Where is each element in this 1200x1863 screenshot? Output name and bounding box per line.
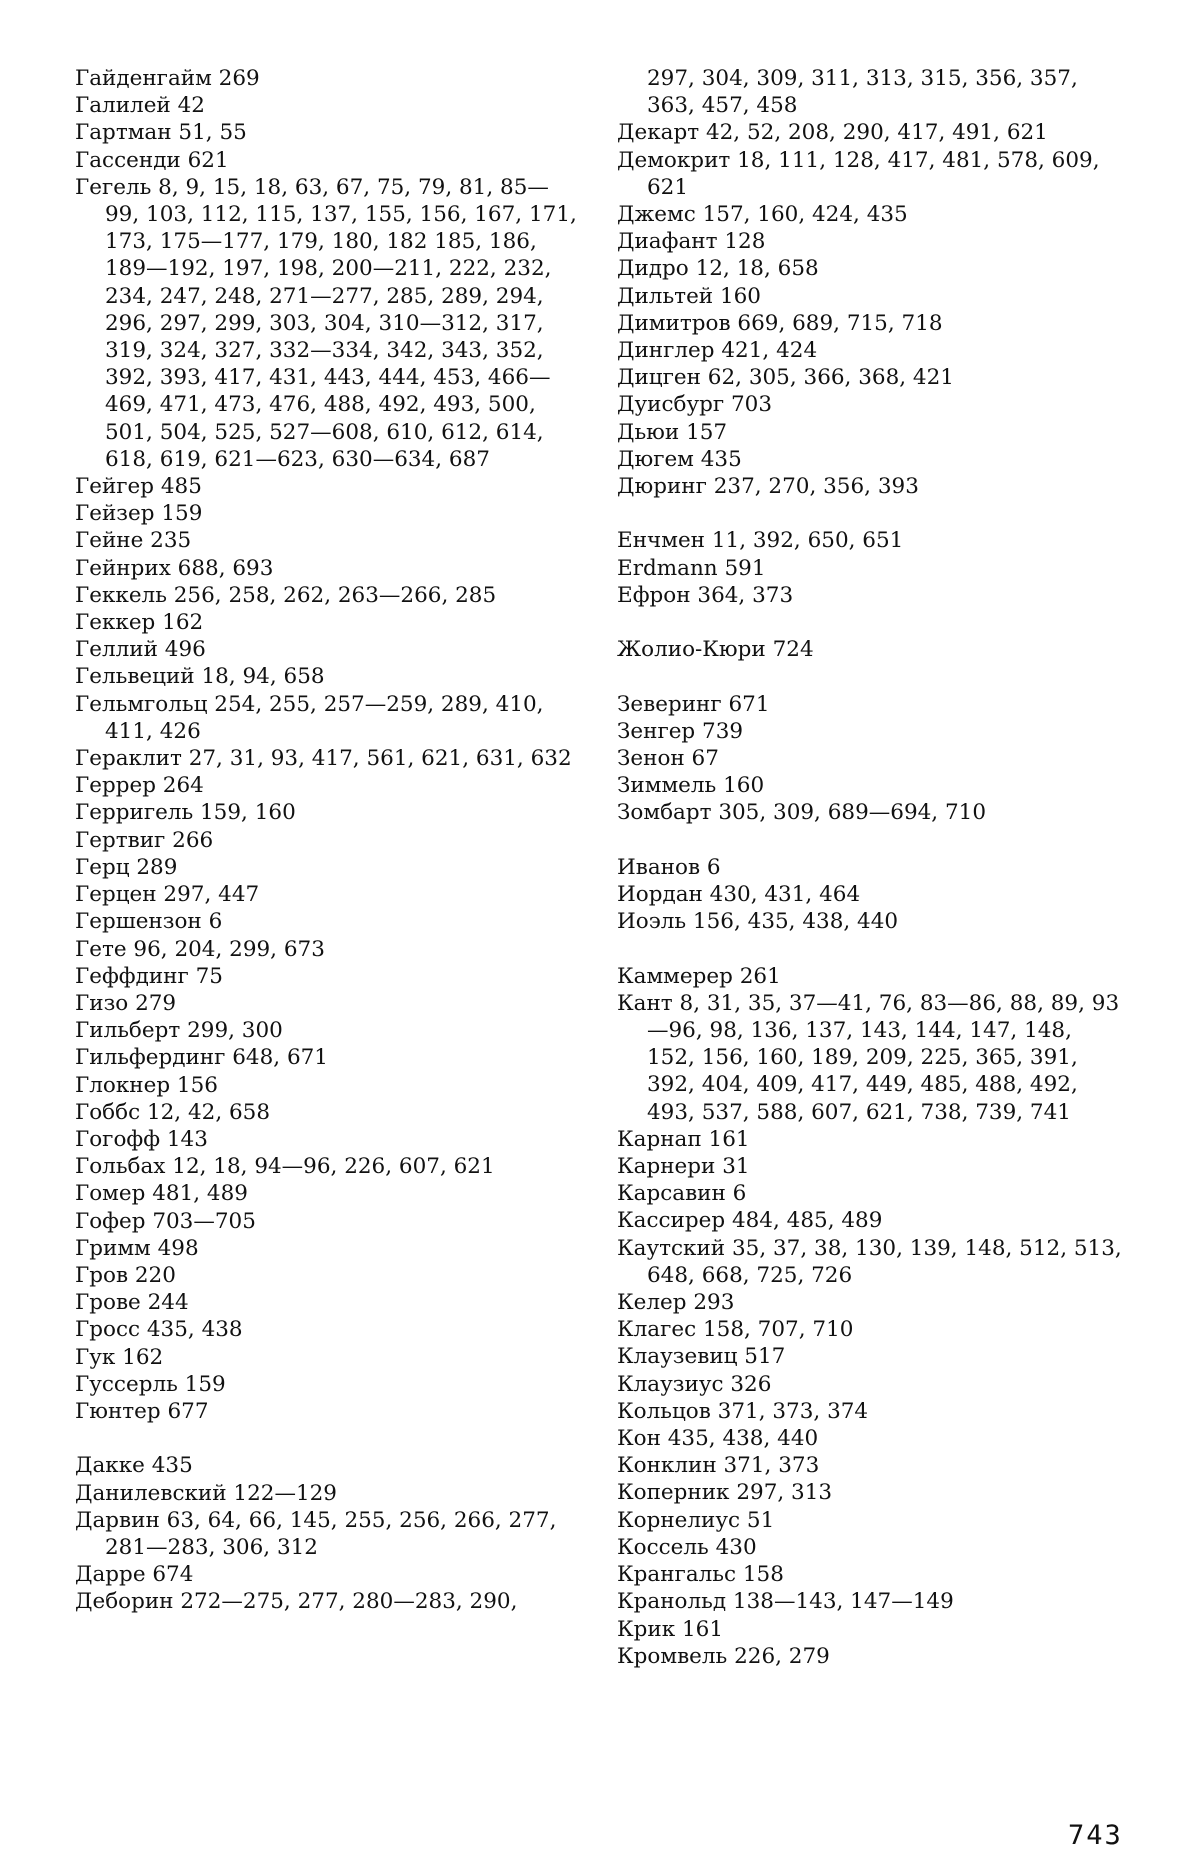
index-group-spacer — [617, 827, 1122, 854]
index-entry: Гофер 703—705 — [75, 1208, 256, 1234]
index-group-spacer — [617, 663, 1122, 690]
index-entry: Кранольд 138—143, 147—149 — [617, 1589, 954, 1615]
index-entry: Крангальс 158 — [617, 1562, 784, 1588]
index-entry: Дюгем 435 — [617, 446, 742, 472]
index-entry: Гейнрих 688, 693 — [75, 555, 274, 581]
index-entry: Геллий 496 — [75, 637, 206, 663]
index-entry: Кромвель 226, 279 — [617, 1643, 830, 1669]
index-entry: Гильберт 299, 300 — [75, 1018, 283, 1044]
index-entry: Кольцов 371, 373, 374 — [617, 1398, 869, 1424]
index-entry: Гертвиг 266 — [75, 827, 214, 853]
index-entry: Геккель 256, 258, 262, 263—266, 285 — [75, 582, 497, 608]
index-entry: Геффдинг 75 — [75, 963, 223, 989]
index-entry: Гартман 51, 55 — [75, 120, 247, 146]
index-entry: Гейне 235 — [75, 528, 192, 554]
index-column-left — [75, 65, 580, 1616]
index-entry: Дарвин 63, 64, 66, 145, 255, 256, 266, 277, 281—283, 306, 312 — [75, 1507, 557, 1560]
index-entry: Гегель 8, 9, 15, 18, 63, 67, 75, 79, 81, 85—99, 103, 112, 115, 137, 155, 156, 167, 171, 173, 175—177, 179, 180, 182 185, 186, 189—192, 197, 198, 200—211, 222, 232, 234, 247, 248, 271—277, 285, 289, 294, 296, 297, 299, 303, 304, 310—312, 317, 319, 324, 327, 332—334, 342, 343, 352, 392, 393, 417, 431, 443, 444, 453, 466—469, 471, 473, 476, 488, 492, 493, 500, 501, 504, 525, 527—608, 610, 612, 614, 618, 619, 621—623, 630—634, 687 — [75, 174, 577, 472]
index-entry: Коссель 430 — [617, 1534, 757, 1560]
index-entry: Гершензон 6 — [75, 909, 223, 935]
index-group-spacer — [617, 500, 1122, 527]
page-number: 743 — [1068, 1820, 1123, 1851]
index-entry: Клаузевиц 517 — [617, 1344, 786, 1370]
index-column-right — [617, 65, 1122, 1670]
index-entry: Кон 435, 438, 440 — [617, 1426, 819, 1452]
index-entry: Глокнер 156 — [75, 1072, 218, 1098]
index-entry: Декарт 42, 52, 208, 290, 417, 491, 621 — [617, 120, 1048, 146]
index-entry: Демокрит 18, 111, 128, 417, 481, 578, 609, 621 — [617, 147, 1100, 200]
index-entry: Иордан 430, 431, 464 — [617, 882, 861, 908]
index-entry: Жолио-Кюри 724 — [617, 637, 814, 663]
index-entry: Гольбах 12, 18, 94—96, 226, 607, 621 — [75, 1154, 495, 1180]
index-entry: Зиммель 160 — [617, 773, 765, 799]
index-entry: Дуисбург 703 — [617, 392, 772, 418]
index-entry: Erdmann 591 — [617, 555, 766, 581]
index-entry: Гук 162 — [75, 1344, 164, 1370]
index-entry: Данилевский 122—129 — [75, 1480, 337, 1506]
index-entry: Келер 293 — [617, 1290, 735, 1316]
index-entry: Гассенди 621 — [75, 147, 229, 173]
index-entry: Грове 244 — [75, 1290, 189, 1316]
index-entry: Дюринг 237, 270, 356, 393 — [617, 474, 919, 500]
index-entry: Геррер 264 — [75, 773, 204, 799]
index-entry: Гоббс 12, 42, 658 — [75, 1099, 271, 1125]
index-entry: Дакке 435 — [75, 1453, 193, 1479]
index-entry: Карнап 161 — [617, 1126, 750, 1152]
index-entry: Гейзер 159 — [75, 501, 203, 527]
index-entry: Гросс 435, 438 — [75, 1317, 243, 1343]
index-group-spacer — [617, 935, 1122, 962]
index-entry: Гераклит 27, 31, 93, 417, 561, 621, 631, 632 — [75, 746, 572, 772]
index-entry: Клагес 158, 707, 710 — [617, 1317, 854, 1343]
index-entry: Зенгер 739 — [617, 718, 744, 744]
index-entry: Гайденгайм 269 — [75, 66, 260, 91]
index-entry: Гров 220 — [75, 1262, 176, 1288]
index-entry: Крик 161 — [617, 1616, 724, 1642]
index-entry: Герригель 159, 160 — [75, 800, 296, 826]
index-entry: Герцен 297, 447 — [75, 882, 260, 908]
index-entry: Деборин 272—275, 277, 280—283, 290, — [75, 1589, 518, 1615]
index-entry: Коперник 297, 313 — [617, 1480, 833, 1506]
index-entry: Дарре 674 — [75, 1562, 194, 1588]
index-entry: Дьюи 157 — [617, 419, 728, 445]
index-entry: Динглер 421, 424 — [617, 338, 818, 364]
index-entry: Димитров 669, 689, 715, 718 — [617, 310, 943, 336]
index-entry: Клаузиус 326 — [617, 1371, 772, 1397]
index-entry: Диафант 128 — [617, 229, 766, 255]
index-entry: Иоэль 156, 435, 438, 440 — [617, 909, 899, 935]
index-entry: Дидро 12, 18, 658 — [617, 256, 819, 282]
index-entry: Гогофф 143 — [75, 1126, 208, 1152]
index-entry: Карнери 31 — [617, 1154, 750, 1180]
index-entry: Гуссерль 159 — [75, 1371, 226, 1397]
index-entry: Дильтей 160 — [617, 283, 761, 309]
index-entry: Гюнтер 677 — [75, 1398, 209, 1424]
index-entry: Гизо 279 — [75, 990, 177, 1016]
index-entry: Герц 289 — [75, 854, 178, 880]
index-entry: Гейгер 485 — [75, 474, 202, 500]
index-entry: Каутский 35, 37, 38, 130, 139, 148, 512, 513, 648, 668, 725, 726 — [617, 1235, 1122, 1288]
index-entry: Карсавин 6 — [617, 1181, 747, 1207]
index-entry: Кант 8, 31, 35, 37—41, 76, 83—86, 88, 89, 93—96, 98, 136, 137, 143, 144, 147, 148, 152, 156, 160, 189, 209, 225, 365, 391, 392, 404, 409, 417, 449, 485, 488, 492, 493, 537, 588, 607, 621, 738, 739, 741 — [617, 990, 1120, 1125]
index-entry: Зеверинг 671 — [617, 691, 770, 717]
index-entry: Зомбарт 305, 309, 689—694, 710 — [617, 800, 987, 826]
index-entry: 297, 304, 309, 311, 313, 315, 356, 357, 363, 457, 458 — [647, 66, 1078, 119]
index-entry: Геккер 162 — [75, 610, 204, 636]
index-entry: Зенон 67 — [617, 746, 719, 772]
index-entry: Джемс 157, 160, 424, 435 — [617, 202, 908, 228]
index-entry: Гете 96, 204, 299, 673 — [75, 936, 325, 962]
index-entry: Корнелиус 51 — [617, 1507, 775, 1533]
index-entry: Дицген 62, 305, 366, 368, 421 — [617, 365, 954, 391]
index-entry: Гомер 481, 489 — [75, 1181, 248, 1207]
index-group-spacer — [617, 609, 1122, 636]
index-entry: Конклин 371, 373 — [617, 1453, 820, 1479]
index-entry: Иванов 6 — [617, 854, 721, 880]
index-entry: Галилей 42 — [75, 93, 205, 119]
index-entry: Каммерер 261 — [617, 963, 781, 989]
index-entry: Гельмгольц 254, 255, 257—259, 289, 410, 411, 426 — [75, 691, 544, 744]
index-entry: Ефрон 364, 373 — [617, 582, 794, 608]
index-entry: Гильфердинг 648, 671 — [75, 1045, 328, 1071]
index-entry: Кассирер 484, 485, 489 — [617, 1208, 883, 1234]
index-entry: Гельвеций 18, 94, 658 — [75, 664, 325, 690]
index-entry: Гримм 498 — [75, 1235, 199, 1261]
index-entry: Енчмен 11, 392, 650, 651 — [617, 528, 904, 554]
index-group-spacer — [75, 1425, 580, 1452]
